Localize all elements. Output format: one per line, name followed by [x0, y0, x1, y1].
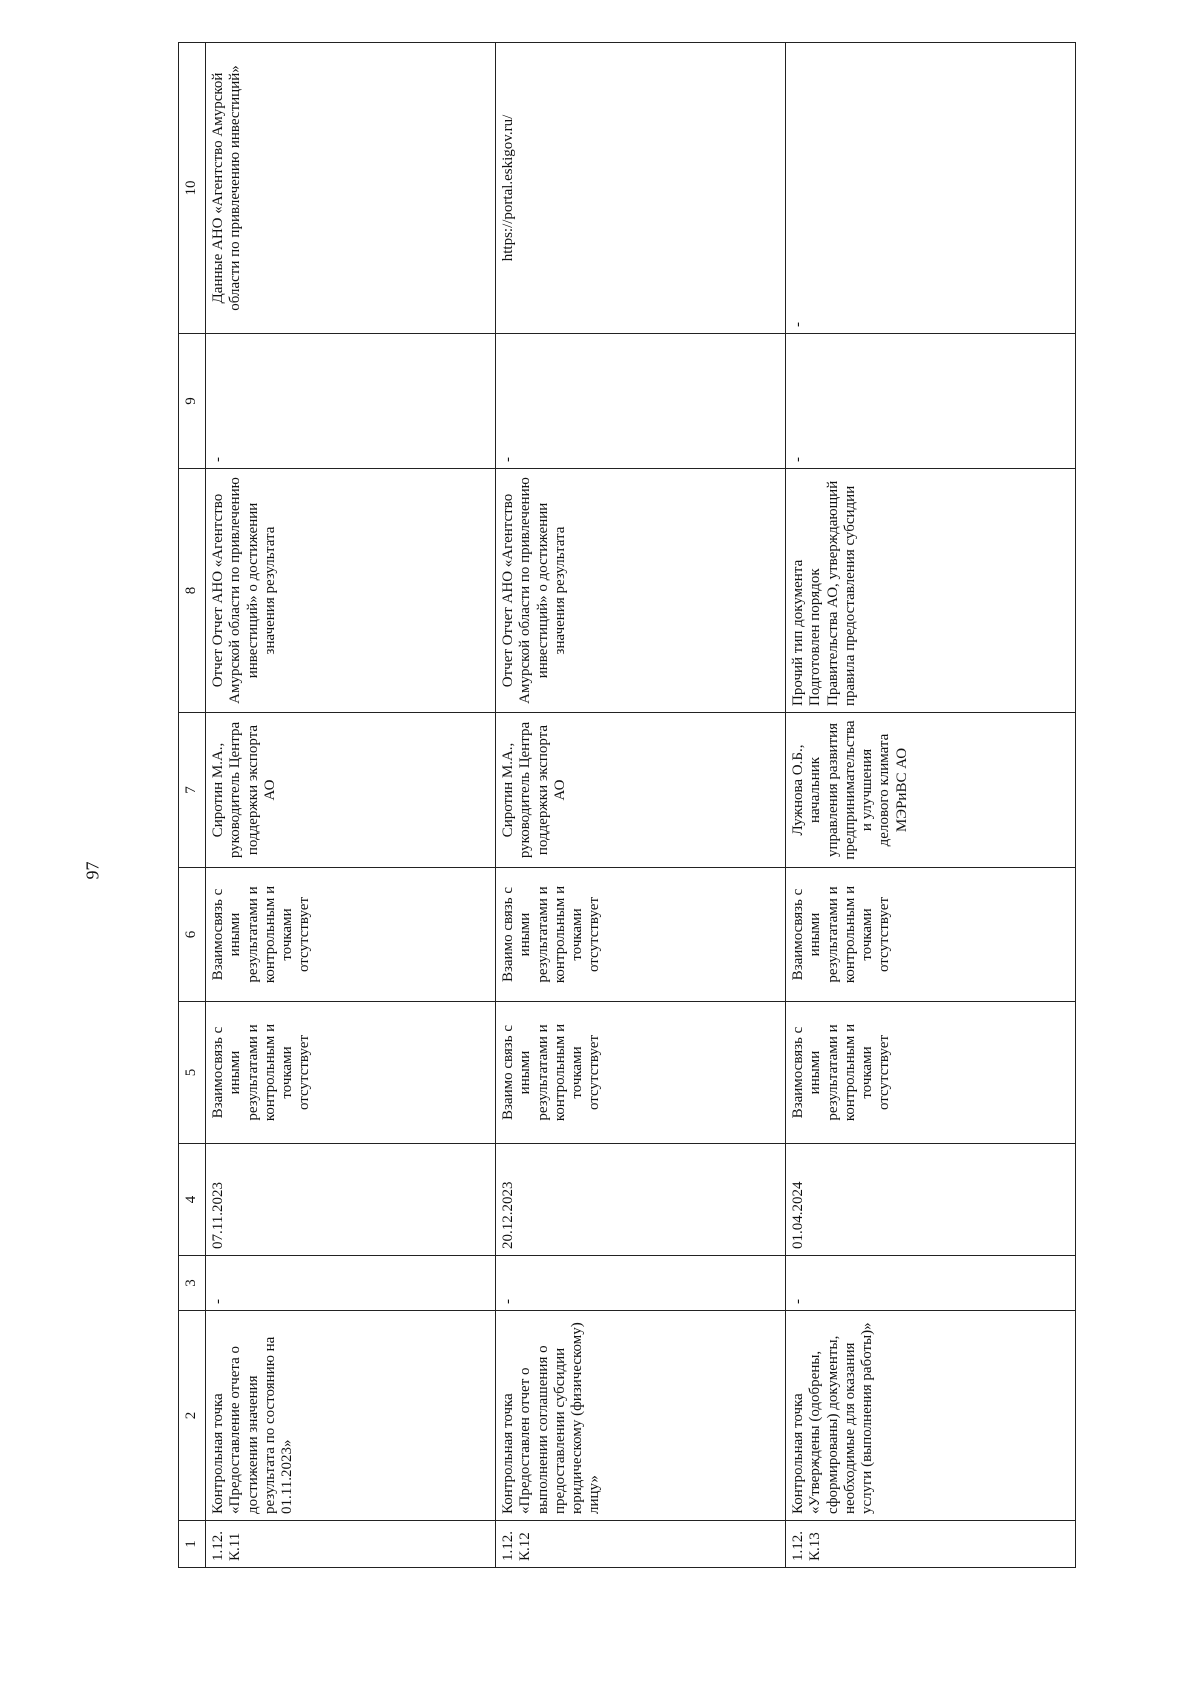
control-point-cell: Контрольная точка «Предоставление отчета о достижении значения результата по состоянию на 01.11.2023»: [206, 1311, 496, 1521]
relation-cell: Взаимосвязь с иными результатами и контрольным и точками отсутствует: [206, 868, 496, 1002]
responsible-cell: Лужнова О.Б., начальник управления развития предпринимательства и улучшения делового климата МЭРиВС АО: [786, 713, 1076, 868]
column-header: 7: [179, 713, 206, 868]
relation-cell: Взаимосвязь с иными результатами и контрольным и точками отсутствует: [786, 868, 1076, 1002]
table-cell: -: [496, 1256, 786, 1311]
table-row: [496, 43, 786, 1568]
row-number-cell: 1.12. К.11: [206, 1521, 496, 1568]
column-header: 6: [179, 868, 206, 1002]
document-cell: Прочий тип документа Подготовлен порядок Правительства АО, утверждающий правила предоставления субсидии: [786, 469, 1076, 713]
rotated-table-wrapper: [178, 43, 1075, 1568]
column-header: 10: [179, 43, 206, 334]
date-cell: 07.11.2023: [206, 1144, 496, 1256]
relation-cell: Взаимосвязь с иными результатами и контрольным и точками отсутствует: [206, 1002, 496, 1144]
table-row: [786, 43, 1076, 1568]
responsible-cell: Сиротин М.А., руководитель Центра поддержки экспорта АО: [206, 713, 496, 868]
table-cell: -: [786, 43, 1076, 334]
source-cell: Данные АНО «Агентство Амурской области по привлечению инвестиций»: [206, 43, 496, 334]
source-link-cell: https://portal.eskigov.ru/: [496, 43, 786, 334]
column-header: 1: [179, 1521, 206, 1568]
column-number-row: [179, 43, 206, 1568]
table-cell: -: [786, 1256, 1076, 1311]
date-cell: 01.04.2024: [786, 1144, 1076, 1256]
table-cell: -: [496, 334, 786, 469]
document-cell: Отчет Отчет АНО «Агентство Амурской области по привлечению инвестиций» о достижении значения результата: [496, 469, 786, 713]
date-cell: 20.12.2023: [496, 1144, 786, 1256]
control-point-cell: Контрольная точка «Утверждены (одобрены, сформированы) документы, необходимые для оказания услуги (выполнения работы)»: [786, 1311, 1076, 1521]
page-number: 97: [82, 861, 103, 880]
column-header: 8: [179, 469, 206, 713]
control-points-table: [178, 42, 1076, 1568]
document-cell: Отчет Отчет АНО «Агентство Амурской области по привлечению инвестиций» о достижении значения результата: [206, 469, 496, 713]
responsible-cell: Сиротин М.А., руководитель Центра поддержки экспорта АО: [496, 713, 786, 868]
column-header: 3: [179, 1256, 206, 1311]
relation-cell: Взаимо связь с иными результатами и контрольным и точками отсутствует: [496, 1002, 786, 1144]
row-number-cell: 1.12. К.13: [786, 1521, 1076, 1568]
row-number-cell: 1.12. К.12: [496, 1521, 786, 1568]
table-cell: -: [206, 1256, 496, 1311]
control-point-cell: Контрольная точка «Предоставлен отчет о выполнении соглашения о предоставлении субсидии юридическому (физическому) лицу»: [496, 1311, 786, 1521]
column-header: 9: [179, 334, 206, 469]
table-row: [206, 43, 496, 1568]
column-header: 2: [179, 1311, 206, 1521]
table-cell: -: [786, 334, 1076, 469]
column-header: 5: [179, 1002, 206, 1144]
column-header: 4: [179, 1144, 206, 1256]
relation-cell: Взаимосвязь с иными результатами и контрольным и точками отсутствует: [786, 1002, 1076, 1144]
table-cell: -: [206, 334, 496, 469]
relation-cell: Взаимо связь с иными результатами и контрольным и точками отсутствует: [496, 868, 786, 1002]
